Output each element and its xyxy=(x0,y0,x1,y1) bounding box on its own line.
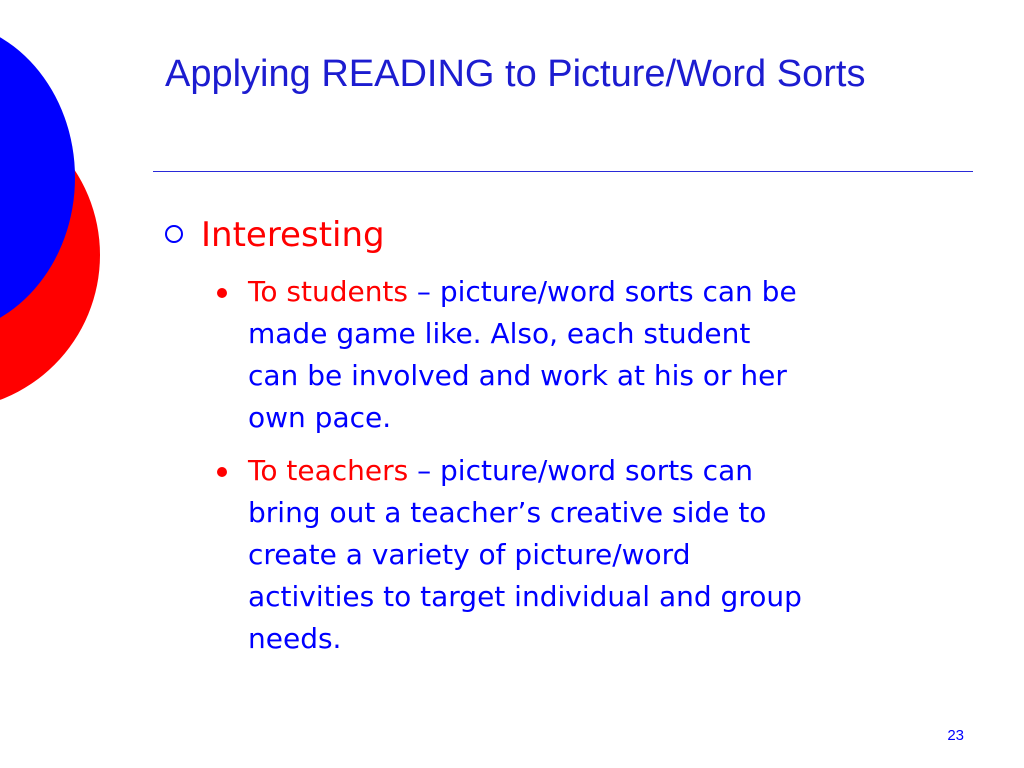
title-divider xyxy=(153,171,973,172)
sub-bullet-line: needs. xyxy=(248,622,342,655)
page-number: 23 xyxy=(947,727,964,744)
sub-bullet-line-text: – picture/word sorts can xyxy=(408,454,753,487)
bullet-label: Interesting xyxy=(201,215,385,255)
red-dot-bullet-icon xyxy=(217,288,227,298)
sub-bullet-line: bring out a teacher’s creative side to xyxy=(248,496,767,529)
sub-bullet-label: To students xyxy=(248,275,409,308)
sub-bullet-line xyxy=(248,450,968,492)
sub-bullet-line xyxy=(248,271,968,313)
hollow-circle-bullet-icon xyxy=(165,225,183,243)
sub-bullet-line-text: – picture/word sorts can be xyxy=(408,275,797,308)
sub-bullet-line: activities to target individual and group xyxy=(248,580,802,613)
bullet-interesting xyxy=(165,213,385,257)
red-dot-bullet-icon xyxy=(217,467,227,477)
sub-bullet-line: made game like. Also, each student xyxy=(248,317,751,350)
sub-bullet-text xyxy=(248,271,968,439)
sub-bullet-label: To teachers xyxy=(248,454,409,487)
sub-bullet-line: can be involved and work at his or her xyxy=(248,359,787,392)
sub-bullet-text xyxy=(248,450,968,660)
sub-bullet-line: own pace. xyxy=(248,401,392,434)
slide-title: Applying READING to Picture/Word Sorts xyxy=(165,53,866,95)
sub-bullet-line: create a variety of picture/word xyxy=(248,538,691,571)
